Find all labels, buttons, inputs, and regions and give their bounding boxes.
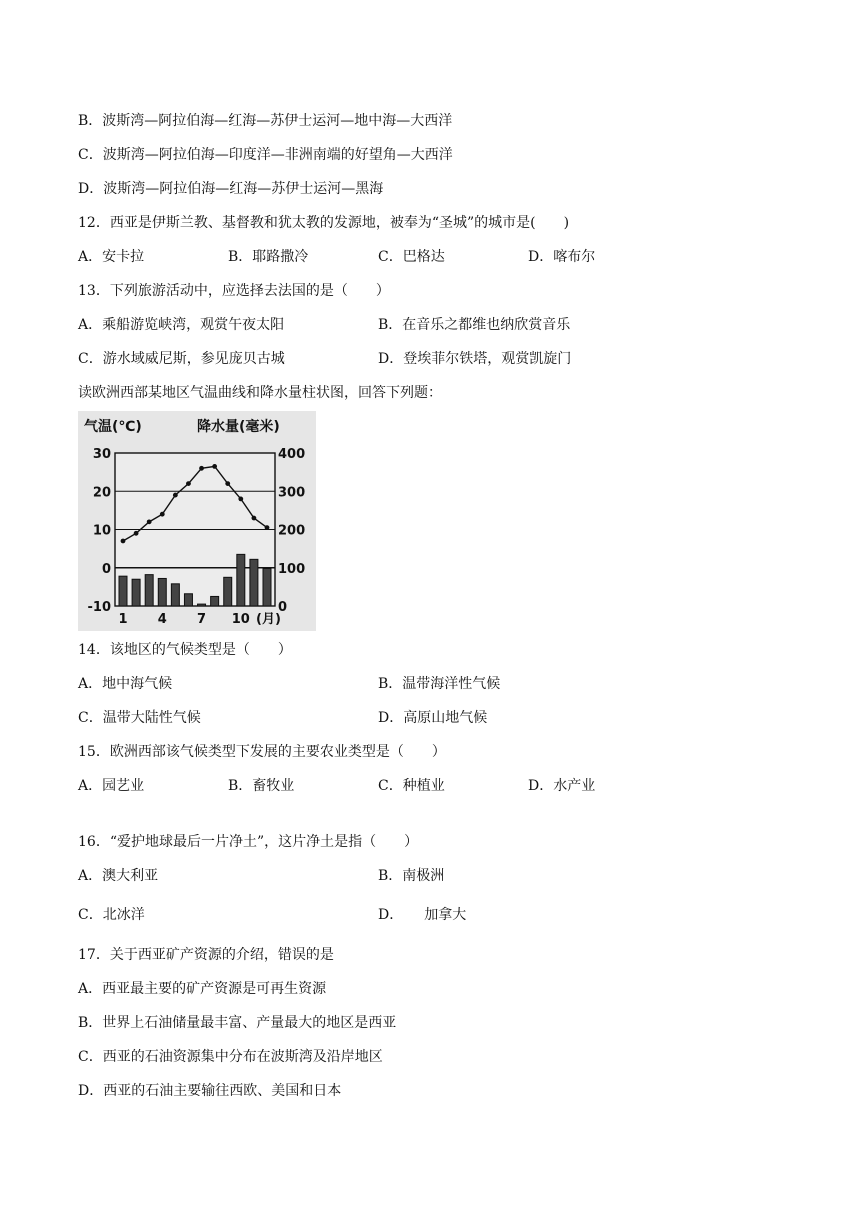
- q14-option-b: B．温带海洋性气候: [378, 676, 501, 692]
- q12-option-d: D．喀布尔: [528, 249, 596, 265]
- q17-stem: 17．关于西亚矿产资源的介绍，错误的是: [78, 947, 334, 963]
- temperature-point: [212, 464, 217, 469]
- precipitation-bar: [250, 559, 258, 606]
- q17-option-b: B．世界上石油储量最丰富、产量最大的地区是西亚: [78, 1015, 397, 1031]
- right-tick-label: 100: [278, 561, 306, 577]
- q12-option-b: B．耶路撒冷: [228, 249, 309, 265]
- q15-option-c: C．种植业: [378, 778, 445, 794]
- temperature-point: [225, 481, 230, 486]
- q13-option-b: B．在音乐之都维也纳欣赏音乐: [378, 317, 571, 333]
- x-axis-unit: (月): [256, 612, 281, 627]
- q13-option-d: D．登埃菲尔铁塔，观赏凯旋门: [378, 351, 572, 367]
- q13-option-c: C．游水域威尼斯，参见庞贝古城: [78, 351, 285, 367]
- left-tick-label: 20: [92, 485, 111, 501]
- precipitation-bar: [171, 584, 179, 606]
- temperature-point: [173, 493, 178, 498]
- climate-chart: [78, 411, 316, 631]
- precipitation-bar: [263, 569, 271, 606]
- q16-option-a: A．澳大利亚: [78, 868, 159, 884]
- temperature-point: [252, 516, 257, 521]
- q16-option-c: C．北冰洋: [78, 907, 145, 923]
- q16-option-b: B．南极洲: [378, 868, 445, 884]
- x-tick-label: 1: [118, 612, 128, 627]
- temperature-point: [121, 539, 126, 544]
- temperature-point: [199, 466, 204, 471]
- q11-option-c: C．波斯湾—阿拉伯海—印度洋—非洲南端的好望角—大西洋: [78, 147, 453, 163]
- left-tick-label: 30: [92, 447, 111, 462]
- q12-stem: 12．西亚是伊斯兰教、基督教和犹太教的发源地，被奉为“圣城”的城市是( ): [78, 215, 570, 231]
- precipitation-bar: [198, 604, 206, 606]
- x-tick-label: 7: [197, 612, 207, 627]
- temperature-point: [238, 497, 243, 502]
- precipitation-bar: [224, 577, 232, 606]
- left-tick-label: -10: [87, 600, 111, 615]
- temperature-point: [265, 525, 270, 530]
- precipitation-bar: [119, 576, 127, 606]
- q15-option-d: D．水产业: [528, 778, 596, 794]
- temperature-point: [186, 481, 191, 486]
- temperature-point: [160, 512, 165, 517]
- q13-stem: 13．下列旅游活动中，应选择去法国的是（ ）: [78, 283, 390, 299]
- right-tick-label: 0: [278, 600, 288, 615]
- chart-intro: 读欧洲西部某地区气温曲线和降水量柱状图，回答下列题：: [78, 385, 442, 401]
- q14-option-d: D．高原山地气候: [378, 710, 488, 726]
- precipitation-bar: [158, 578, 166, 606]
- q15-option-a: A．园艺业: [78, 778, 145, 794]
- x-tick-label: 10: [231, 612, 250, 627]
- x-tick-label: 4: [157, 612, 167, 627]
- precipitation-bar: [145, 575, 153, 606]
- q15-stem: 15．欧洲西部该气候类型下发展的主要农业类型是（ ）: [78, 744, 446, 760]
- q12-option-a: A．安卡拉: [78, 249, 145, 265]
- precipitation-bar: [237, 554, 245, 606]
- right-tick-label: 200: [278, 523, 306, 539]
- temperature-point: [147, 519, 152, 524]
- left-tick-label: 0: [101, 561, 111, 577]
- precipitation-bar: [132, 579, 140, 606]
- precipitation-bar: [184, 594, 192, 606]
- q15-option-b: B．畜牧业: [228, 778, 295, 794]
- q14-option-a: A．地中海气候: [78, 676, 173, 692]
- left-tick-label: 10: [92, 523, 111, 539]
- q13-option-a: A．乘船游览峡湾，观赏午夜太阳: [78, 317, 285, 333]
- q16-option-d: D． 加拿大: [378, 907, 467, 923]
- q14-option-c: C．温带大陆性气候: [78, 710, 201, 726]
- right-tick-label: 400: [278, 447, 306, 462]
- q17-option-c: C．西亚的石油资源集中分布在波斯湾及沿岸地区: [78, 1049, 383, 1065]
- q17-option-a: A．西亚最主要的矿产资源是可再生资源: [78, 981, 327, 997]
- right-tick-label: 300: [278, 485, 306, 501]
- right-axis-title: 降水量(毫米): [197, 419, 280, 435]
- left-axis-title: 气温(℃): [84, 419, 142, 435]
- q14-stem: 14．该地区的气候类型是（ ）: [78, 642, 292, 658]
- temperature-point: [134, 531, 139, 536]
- q17-option-d: D．西亚的石油主要输往西欧、美国和日本: [78, 1083, 342, 1099]
- q11-option-b: B．波斯湾—阿拉伯海—红海—苏伊士运河—地中海—大西洋: [78, 113, 453, 129]
- q11-option-d: D．波斯湾—阿拉伯海—红海—苏伊士运河—黑海: [78, 181, 384, 197]
- precipitation-bar: [211, 596, 219, 606]
- q12-option-c: C．巴格达: [378, 249, 445, 265]
- q16-stem: 16．“爱护地球最后一片净土”，这片净土是指（ ）: [78, 834, 419, 850]
